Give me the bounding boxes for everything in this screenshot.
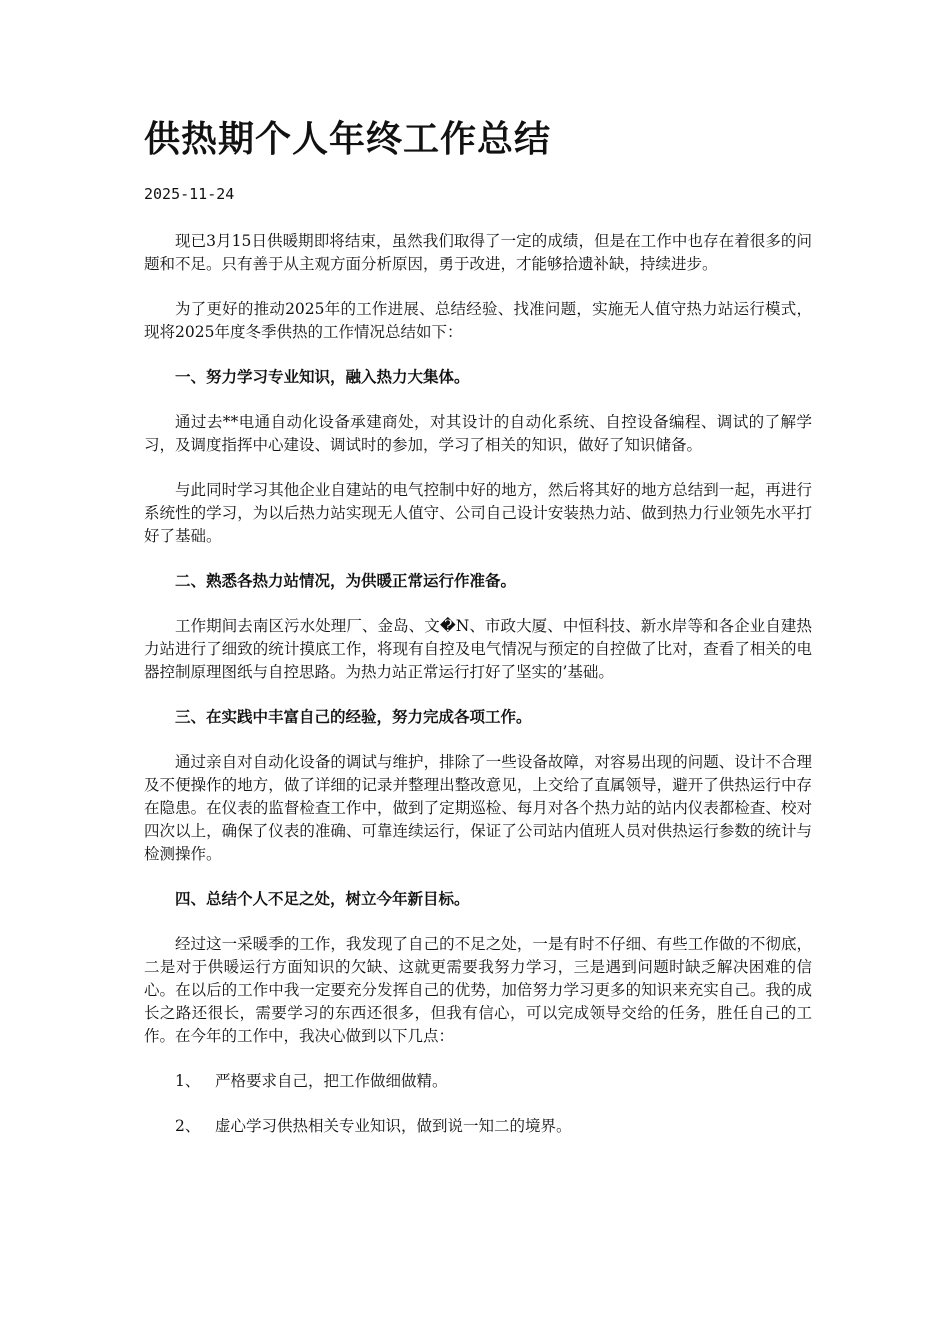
document-title: 供热期个人年终工作总结: [144, 119, 552, 160]
intro-paragraph: 现已3月15日供暖期即将结束，虽然我们取得了一定的成绩，但是在工作中也存在着很多的问题和不足。只有善于从主观方面分析原因，勇于改进，才能够拾遗补缺，持续进步。: [144, 232, 812, 273]
section-heading: 一、努力学习专业知识，融入热力大集体。: [175, 368, 470, 386]
document-date: 2025-11-24: [144, 185, 235, 203]
document-page: [144, 112, 812, 1160]
section-paragraph: 通过亲自对自动化设备的调试与维护，排除了一些设备故障，对容易出现的问题、设计不合理及不便操作的地方，做了详细的记录并整理出整改意见，上交给了直属领导，避开了供热运行中存在隐患。在仪表的监督检查工作中，做到了定期巡检、每月对各个热力站的站内仪表都检查、校对四次以上，确保了仪表的准确、可靠连续运行，保证了公司站内值班人员对供热运行参数的统计与检测操作。: [144, 753, 812, 863]
section-heading: 二、熟悉各热力站情况，为供暖正常运行作准备。: [175, 572, 517, 590]
list-item: [144, 1070, 812, 1093]
section-paragraph: 经过这一采暖季的工作，我发现了自己的不足之处，一是有时不仔细、有些工作做的不彻底，二是对于供暖运行方面知识的欠缺、这就更需要我努力学习，三是遇到问题时缺乏解决困难的信心。在以后的工作中我一定要充分发挥自己的优势，加倍努力学习更多的知识来充实自己。我的成长之路还很长，需要学习的东西还很多，但我有信心，可以完成领导交给的任务，胜任自己的工作。在今年的工作中，我决心做到以下几点：: [144, 935, 812, 1045]
list-item: [144, 1115, 812, 1138]
section-paragraph: 工作期间去南区污水处理厂、金岛、文�N、市政大厦、中恒科技、新水岸等和各企业自建热力站进行了细致的统计摸底工作，将现有自控及电气情况与预定的自控做了比对，查看了相关的电器控制原理图纸与自控思路。为热力站正常运行打好了坚实的’基础。: [144, 617, 812, 681]
section-heading: 四、总结个人不足之处，树立今年新目标。: [175, 890, 470, 908]
intro-paragraph: 为了更好的推动2025年的工作进展、总结经验、找准问题，实施无人值守热力站运行模式，现将2025年度冬季供热的工作情况总结如下：: [144, 300, 812, 341]
list-item-number: 2、: [175, 1117, 201, 1135]
list-item-number: 1、: [175, 1072, 201, 1090]
section-paragraph: 通过去**电通自动化设备承建商处，对其设计的自动化系统、自控设备编程、调试的了解学习，及调度指挥中心建设、调试时的参加，学习了相关的知识，做好了知识储备。: [144, 413, 812, 454]
section-paragraph: 与此同时学习其他企业自建站的电气控制中好的地方，然后将其好的地方总结到一起，再进行系统性的学习，为以后热力站实现无人值守、公司自己设计安装热力站、做到热力行业领先水平打好了基础。: [144, 481, 812, 545]
list-item-text: 严格要求自己，把工作做细做精。: [215, 1072, 448, 1090]
list-item-text: 虚心学习供热相关专业知识，做到说一知二的境界。: [215, 1117, 572, 1135]
section-heading: 三、在实践中丰富自己的经验，努力完成各项工作。: [175, 708, 532, 726]
